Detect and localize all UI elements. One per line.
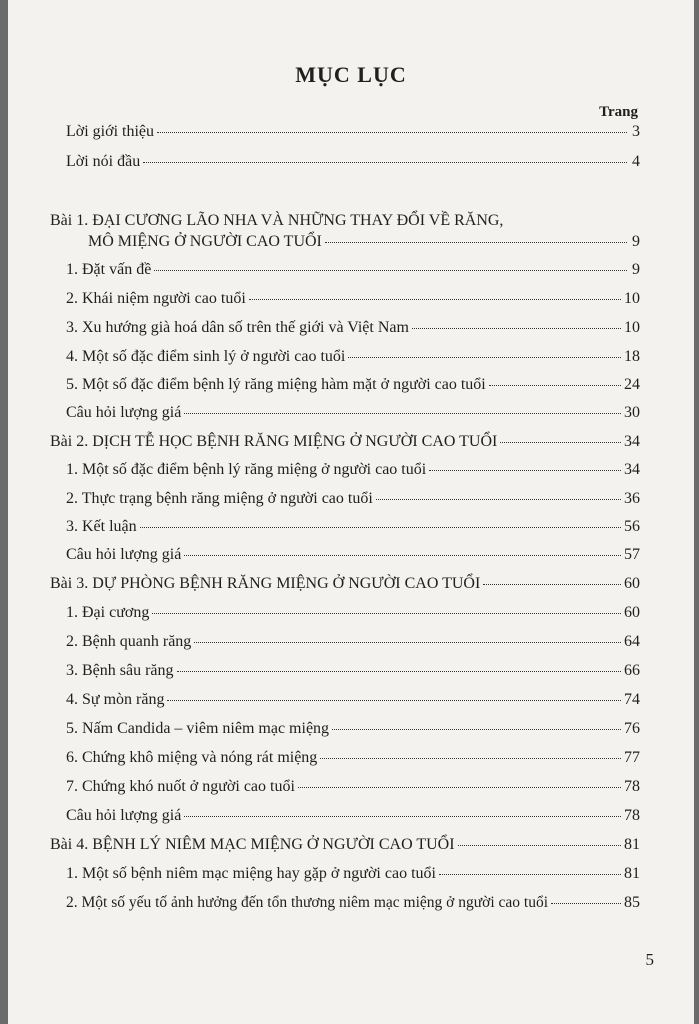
toc-entry: 1. Một số đặc điểm bệnh lý răng miệng ở người cao tuổi 34: [66, 461, 640, 478]
toc-entry: 1. Đại cương 60: [66, 604, 640, 621]
book-page: [8, 0, 694, 1024]
toc-entry: 3. Xu hướng già hoá dân số trên thế giới và Việt Nam 10: [66, 319, 640, 336]
toc-entry: 2. Một số yếu tố ảnh hưởng đến tổn thương niêm mạc miệng ở người cao tuổi 85: [66, 894, 640, 911]
toc-entry: 7. Chứng khó nuốt ở người cao tuổi 78: [66, 778, 640, 795]
toc-entry: 2. Khái niệm người cao tuổi 10: [66, 290, 640, 307]
toc-entry: 5. Một số đặc điểm bệnh lý răng miệng hàm mặt ở người cao tuổi 24: [66, 376, 640, 393]
toc-entry: Câu hỏi lượng giá 30: [66, 404, 640, 421]
toc-entry: 1. Đặt vấn đề 9: [66, 261, 640, 278]
toc-entry: 6. Chứng khô miệng và nóng rát miệng 77: [66, 749, 640, 766]
page-number: 5: [645, 950, 654, 969]
toc-entry: 4. Một số đặc điểm sinh lý ở người cao tuổi 18: [66, 348, 640, 365]
toc-entry: 4. Sự mòn răng 74: [66, 691, 640, 708]
toc-chapter: Bài 3. DỰ PHÒNG BỆNH RĂNG MIỆNG Ở NGƯỜI CAO TUỔI 60: [50, 575, 640, 592]
toc-entry: 1. Một số bệnh niêm mạc miệng hay gặp ở người cao tuổi 81: [66, 865, 640, 882]
toc-entry: 2. Thực trạng bệnh răng miệng ở người cao tuổi 36: [66, 490, 640, 507]
page-column-header: Trang: [599, 104, 638, 120]
toc-entry: Lời giới thiệu 3: [66, 123, 640, 140]
toc-entry: 3. Kết luận 56: [66, 518, 640, 535]
toc-entry: 2. Bệnh quanh răng 64: [66, 633, 640, 650]
toc-entry: 5. Nấm Candida – viêm niêm mạc miệng 76: [66, 720, 640, 737]
toc-chapter: MÔ MIỆNG Ở NGƯỜI CAO TUỔI 9: [88, 233, 640, 250]
toc-chapter: Bài 2. DỊCH TỄ HỌC BỆNH RĂNG MIỆNG Ở NGƯỜI CAO TUỔI 34: [50, 433, 640, 450]
toc-entry: 3. Bệnh sâu răng 66: [66, 662, 640, 679]
toc-entry: Câu hỏi lượng giá 57: [66, 546, 640, 563]
toc-chapter: Bài 1. ĐẠI CƯƠNG LÃO NHA VÀ NHỮNG THAY ĐỔI VỀ RĂNG,: [50, 212, 504, 229]
page-title: MỤC LỤC: [295, 62, 407, 87]
toc-entry: Câu hỏi lượng giá 78: [66, 807, 640, 824]
toc-entry: Lời nói đầu 4: [66, 153, 640, 170]
toc-chapter: Bài 4. BỆNH LÝ NIÊM MẠC MIỆNG Ở NGƯỜI CAO TUỔI 81: [50, 836, 640, 853]
